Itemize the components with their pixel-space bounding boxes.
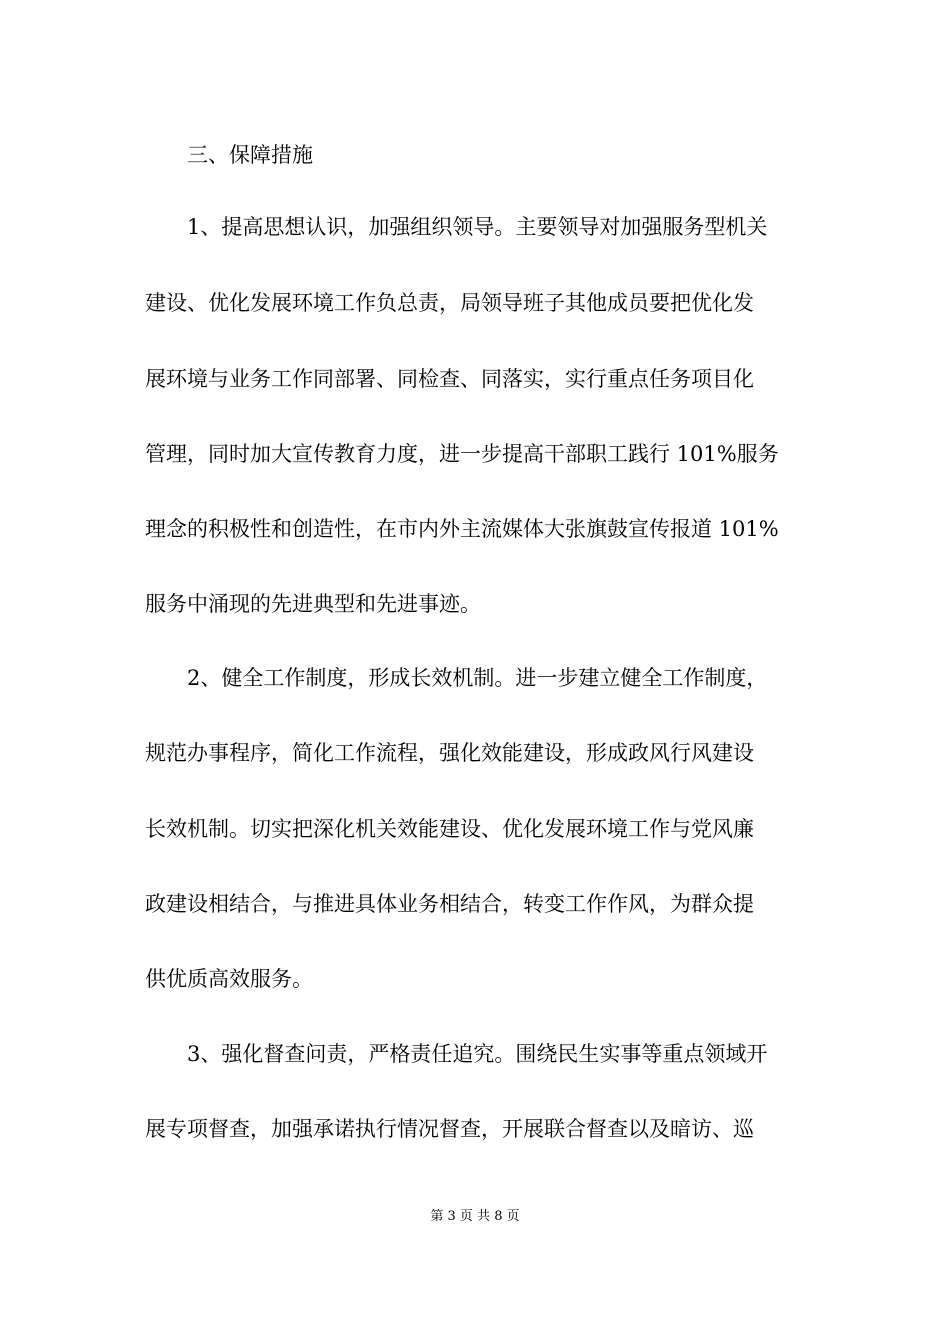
section-heading: 三、保障措施 (145, 143, 313, 167)
page-number: 第 3 页 共 8 页 (430, 1209, 520, 1224)
paragraph-line: 展专项督查，加强承诺执行情况督查，开展联合督查以及暗访、巡 (145, 1117, 754, 1141)
paragraph-line: 展环境与业务工作同部署、同检查、同落实，实行重点任务项目化 (145, 367, 754, 391)
paragraph-line: 政建设相结合，与推进具体业务相结合，转变工作作风，为群众提 (145, 892, 754, 916)
paragraph-line: 建设、优化发展环境工作负总责，局领导班子其他成员要把优化发 (145, 291, 754, 315)
paragraph-line: 2、健全工作制度，形成长效机制。进一步建立健全工作制度， (145, 666, 768, 690)
paragraph-line: 理念的积极性和创造性，在市内外主流媒体大张旗鼓宣传报道 101% (145, 517, 779, 541)
paragraph-line: 长效机制。切实把深化机关效能建设、优化发展环境工作与党风廉 (145, 817, 754, 841)
paragraph-line: 供优质高效服务。 (145, 967, 313, 991)
paragraph-line: 规范办事程序，简化工作流程，强化效能建设，形成政风行风建设 (145, 741, 754, 765)
paragraph-line: 1、提高思想认识，加强组织领导。主要领导对加强服务型机关 (145, 215, 768, 239)
paragraph-line: 服务中涌现的先进典型和先进事迹。 (145, 592, 481, 616)
page-footer (0, 1208, 950, 1226)
paragraph-line: 管理，同时加大宣传教育力度，进一步提高干部职工践行 101%服务 (145, 442, 779, 466)
paragraph-line: 3、强化督查问责，严格责任追究。围绕民生实事等重点领域开 (145, 1042, 768, 1066)
